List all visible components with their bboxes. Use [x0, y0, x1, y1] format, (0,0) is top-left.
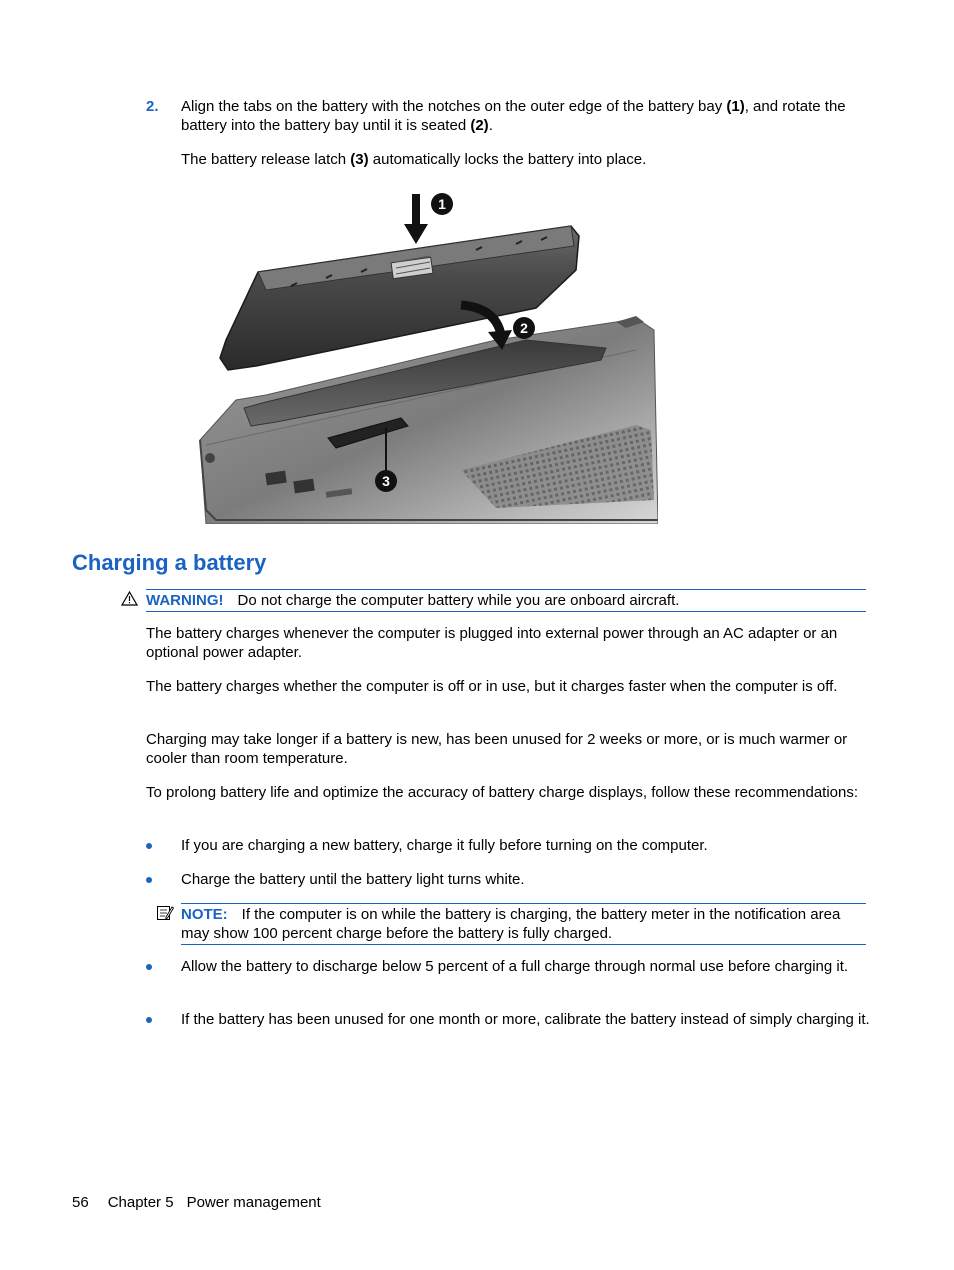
callout-2-label: 2	[520, 320, 528, 336]
list-item: If the battery has been unused for one month or more, calibrate the battery instead of simply charging it.	[181, 1011, 870, 1028]
step-sub-b: automatically locks the battery into place.	[368, 151, 647, 168]
page-number: 56	[72, 1194, 89, 1211]
chapter-label: Chapter 5	[107, 1194, 174, 1211]
step-ref-2: (2)	[470, 117, 489, 134]
paragraph: The battery charges whenever the computer is plugged into external power through an AC adapter or an optional power adapter.	[146, 625, 838, 661]
step-ref-1: (1)	[726, 98, 745, 115]
arrow-down-icon	[404, 194, 428, 244]
battery-insertion-figure	[196, 190, 658, 524]
step-sub-a: The battery release latch	[181, 151, 351, 168]
warning-icon	[121, 591, 138, 606]
step-result	[181, 150, 871, 169]
list-item: If you are charging a new battery, charge it fully before turning on the computer.	[181, 837, 708, 854]
paragraph: Charging may take longer if a battery is new, has been unused for 2 weeks or more, or is much warmer or cooler than room temperature.	[146, 731, 848, 767]
paragraph: To prolong battery life and optimize the accuracy of battery charge displays, follow these recommendations:	[146, 784, 859, 801]
step-number: 2.	[146, 98, 159, 115]
callout-3	[375, 470, 397, 492]
callout-2	[513, 317, 535, 339]
step-instruction	[181, 97, 871, 135]
note-text: If the computer is on while the battery is charging, the battery meter in the notification area may show 100 percent charge before the battery is fully charged.	[181, 906, 841, 942]
note-icon	[156, 904, 174, 922]
step-text-b: , and rotate the battery into the battery bay until it is seated	[181, 98, 846, 134]
callout-1	[431, 193, 453, 215]
warning-text: Do not charge the computer battery while you are onboard aircraft.	[237, 592, 680, 609]
bullet-marker	[146, 964, 152, 970]
note-label: NOTE:	[181, 906, 228, 923]
bullet-marker	[146, 1017, 152, 1023]
step-text-c: .	[488, 117, 493, 134]
bullet-marker	[146, 877, 152, 883]
step-text-a: Align the tabs on the battery with the notches on the outer edge of the battery bay	[181, 98, 727, 115]
page-footer	[72, 1193, 321, 1212]
paragraph: The battery charges whether the computer is off or in use, but it charges faster when the computer is off.	[146, 678, 838, 695]
section-title: Charging a battery	[72, 550, 267, 575]
warning-box	[146, 589, 866, 612]
step-ref-3: (3)	[350, 151, 369, 168]
chapter-title: Power management	[186, 1194, 321, 1211]
list-item: Charge the battery until the battery light turns white.	[181, 871, 525, 888]
note-box	[181, 903, 866, 945]
callout-3-label: 3	[382, 473, 390, 489]
list-item: Allow the battery to discharge below 5 percent of a full charge through normal use before charging it.	[181, 958, 849, 975]
bullet-marker	[146, 843, 152, 849]
callout-1-label: 1	[438, 196, 446, 212]
warning-label: WARNING!	[146, 592, 224, 609]
